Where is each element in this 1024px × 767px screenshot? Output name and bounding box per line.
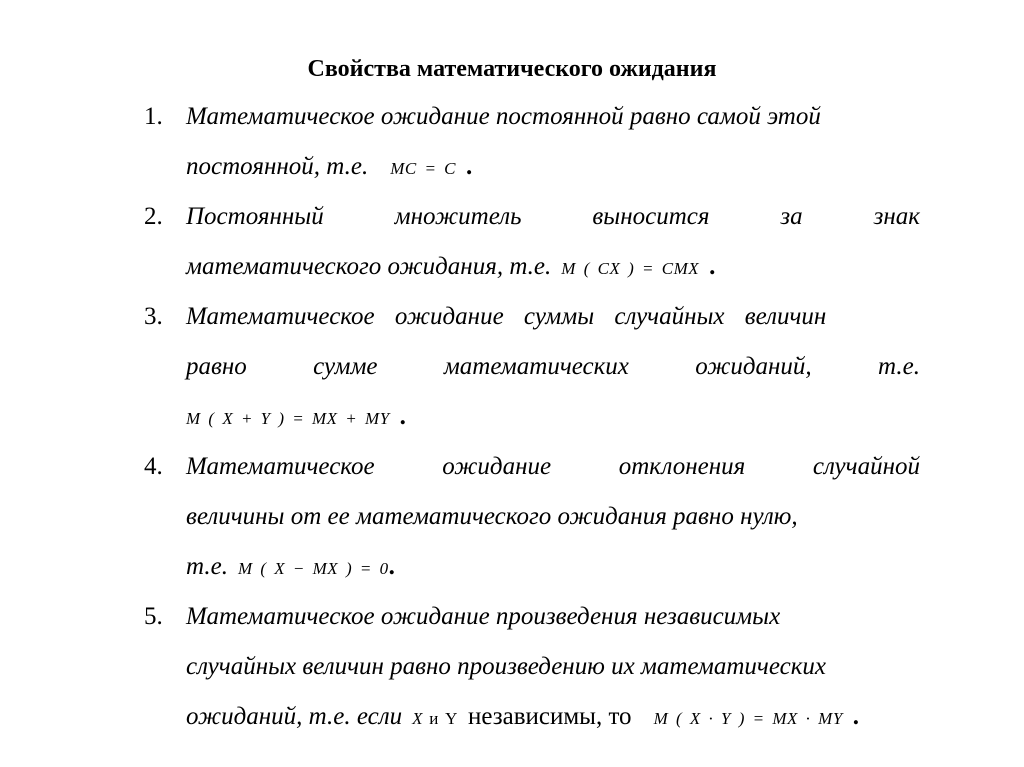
- period: .: [388, 553, 395, 580]
- formula-5: M ( X · Y ) = MX · MY: [653, 709, 843, 728]
- item-2-line-2: [186, 250, 920, 286]
- item-3-line-1: [186, 300, 920, 334]
- item-number: 5.: [144, 603, 163, 630]
- item-3-line-2: [186, 350, 920, 384]
- formula-3: M ( X + Y ) = MX + MY: [186, 409, 390, 428]
- item-2-line-1: [186, 200, 920, 234]
- item-4-line-1: [186, 450, 920, 484]
- item-number: 3.: [144, 303, 163, 330]
- formula-2: M ( CX ) = CMX: [561, 259, 700, 278]
- item-4-line-3: [186, 550, 920, 586]
- var-y: Y: [445, 709, 458, 728]
- word: за: [780, 203, 803, 230]
- period: .: [466, 153, 473, 180]
- word: равно: [186, 353, 247, 380]
- conjunction: и: [429, 709, 439, 728]
- item-5-line-2: случайных величин равно произведению их математических: [186, 653, 827, 680]
- page-title: Свойства математического ожидания: [307, 56, 717, 82]
- word: ожиданий,: [695, 353, 812, 380]
- period: .: [709, 253, 716, 280]
- formula-1: MC = C: [390, 159, 457, 178]
- item-5-line-3: [186, 700, 920, 736]
- word: отклонения: [618, 453, 746, 480]
- item-number: 1.: [144, 103, 163, 130]
- independent-text: независимы, то: [467, 703, 632, 730]
- word: случайной: [812, 453, 920, 480]
- item-1-line-1: Математическое ожидание постоянной равно самой этой: [186, 103, 821, 130]
- item-3-line-3: [186, 400, 920, 436]
- item-number: 2.: [144, 203, 163, 230]
- item-5-text: ожиданий, т.е. если: [186, 703, 403, 730]
- period: .: [852, 703, 860, 730]
- item-1-text: постоянной, т.е.: [186, 153, 369, 180]
- word: т.е.: [878, 353, 920, 380]
- word: математических: [443, 353, 629, 380]
- word: выносится: [592, 203, 710, 230]
- item-4-text: т.е.: [186, 553, 228, 580]
- item-1-line-2: [186, 150, 920, 186]
- item-number: 4.: [144, 453, 163, 480]
- word: ожидание: [442, 453, 552, 480]
- formula-4: M ( X − MX ) = 0: [237, 559, 389, 578]
- word: множитель: [394, 203, 522, 230]
- line-text: Математическое ожидание суммы случайных величин: [186, 303, 827, 330]
- var-x: X: [412, 709, 424, 728]
- word: сумме: [313, 353, 378, 380]
- item-4-line-2: величины от ее математического ожидания равно нулю,: [186, 503, 798, 530]
- item-5-line-1: Математическое ожидание произведения независимых: [186, 603, 781, 630]
- word: Постоянный: [186, 203, 324, 230]
- word: знак: [873, 203, 920, 230]
- word: Математическое: [186, 453, 375, 480]
- item-2-text: математического ожидания, т.е.: [186, 253, 552, 280]
- period: .: [399, 403, 406, 430]
